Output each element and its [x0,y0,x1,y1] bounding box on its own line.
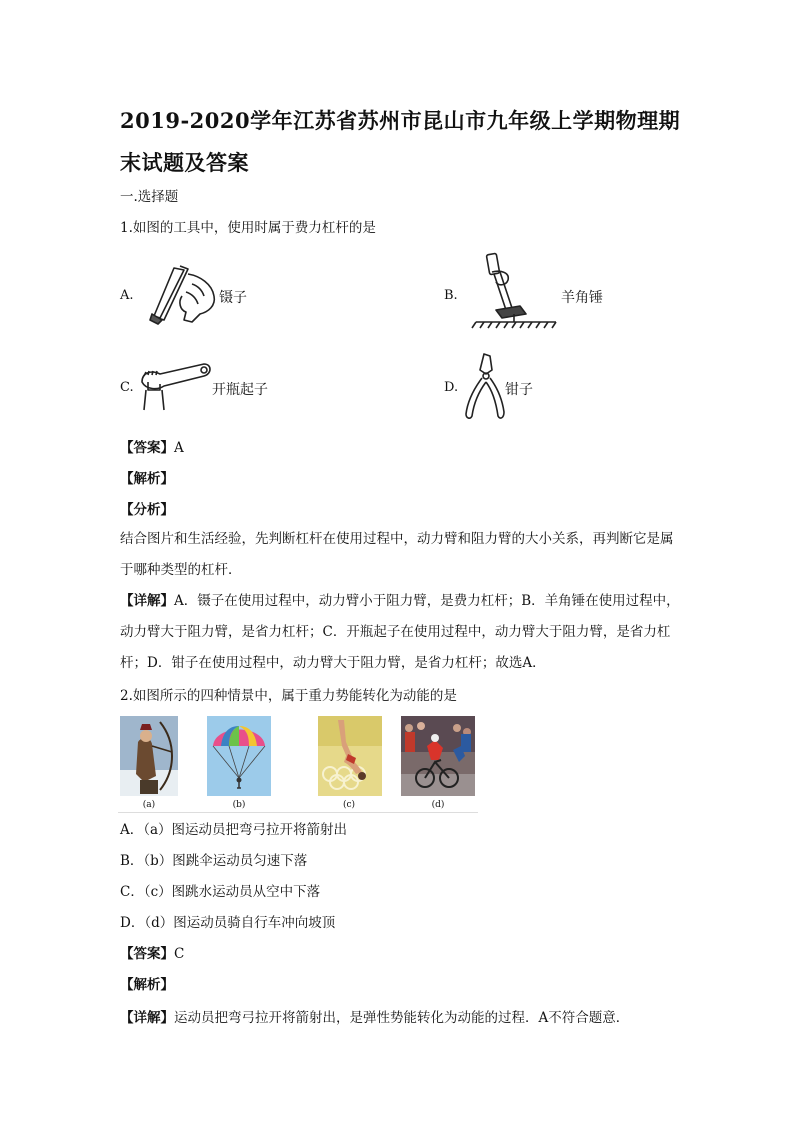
option-c-letter: C. [120,380,134,395]
option-d-letter: D. [444,380,459,395]
q1-fenxi-tag: 【分析】 [120,502,174,518]
q1-detail [120,586,680,679]
answer-value: A [174,440,184,456]
option-b-letter: B. [444,288,458,303]
option-c-name: 开瓶起子 [212,382,268,398]
q2-option-c: C．（c）图跳水运动员从空中下落 [120,884,321,900]
bottle-opener-figure [138,360,214,412]
question-2-stem: 2.如图所示的四种情景中，属于重力势能转化为动能的是 [120,688,457,704]
q1-answer [120,438,184,458]
claw-hammer-figure [470,252,560,336]
detail-tag: 【详解】 [120,1010,174,1026]
detail-text: 运动员把弯弓拉开将箭射出，是弹性势能转化为动能的过程．A不符合题意． [174,1010,630,1026]
q2-option-b: B．（b）图跳伞运动员匀速下落 [120,853,308,869]
q1-analysis: 结合图片和生活经验，先判断杠杆在使用过程中，动力臂和阻力臂的大小关系，再判断它是属于哪种类型的杠杆． [120,531,674,578]
document-title: 2019-2020学年江苏省苏州市昆山市九年级上学期物理期末试题及答案 [120,108,681,175]
caption-c: (c) [342,800,356,810]
archer-photo [120,716,178,796]
answer-tag: 【答案】 [120,440,174,456]
detail-text: A．镊子在使用过程中，动力臂小于阻力臂，是费力杠杆；B．羊角锤在使用过程中，动力臂大于阻力臂，是省力杠杆；C．开瓶起子在使用过程中，动力臂大于阻力臂，是省力杠杆；D．钳子在使用过程中，动力臂大于阻力臂，是省力杠杆；故选A． [120,593,680,671]
section-heading: 一.选择题 [120,189,179,205]
parachute-photo [207,716,271,796]
caption-a: (a) [142,800,156,810]
q2-jiexi-tag: 【解析】 [120,977,174,993]
answer-value: C [174,946,185,962]
q2-answer [120,944,184,964]
cyclists-photo [401,716,475,796]
option-a-name: 镊子 [219,290,247,306]
pliers-figure [462,352,508,422]
q1-jiexi-tag: 【解析】 [120,471,174,487]
q2-detail [120,1008,629,1028]
option-d-name: 钳子 [505,382,533,398]
caption-b: (b) [232,800,246,810]
detail-tag: 【详解】 [120,593,174,609]
question-1-stem: 1.如图的工具中，使用时属于费力杠杆的是 [120,220,376,236]
option-a-letter: A. [120,288,134,303]
diver-photo [318,716,382,796]
caption-d: (d) [431,800,445,810]
q2-option-a: A．（a）图运动员把弯弓拉开将箭射出 [120,822,348,838]
option-b-name: 羊角锤 [561,290,603,306]
tweezers-figure [140,262,220,328]
answer-tag: 【答案】 [120,946,174,962]
q2-option-d: D．（d）图运动员骑自行车冲向坡顶 [120,915,336,931]
